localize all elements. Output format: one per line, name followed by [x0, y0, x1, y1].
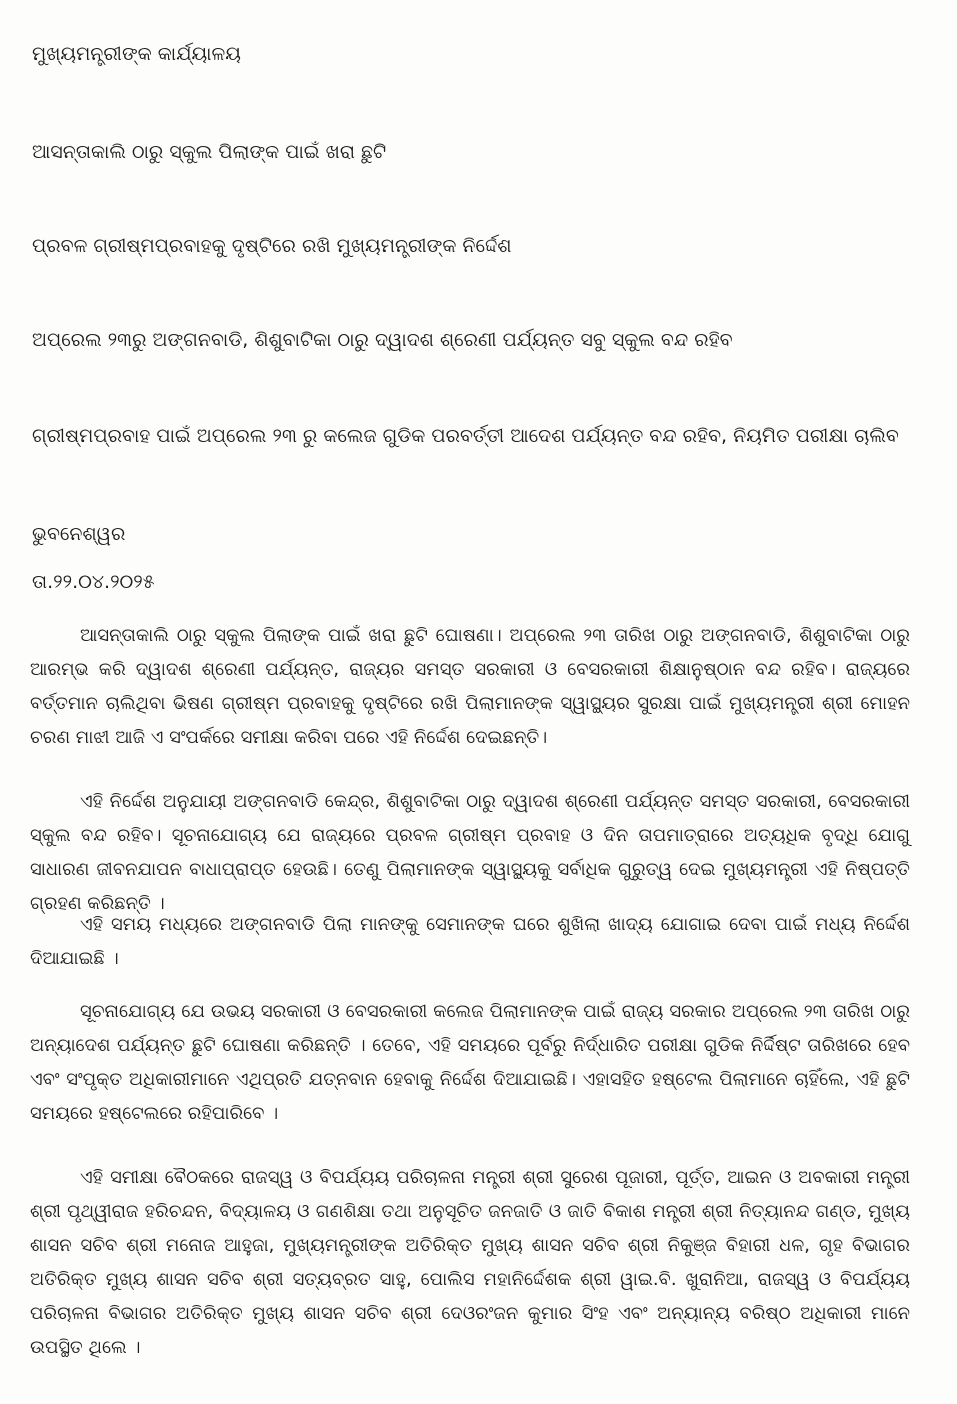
body-paragraph-5 [30, 1161, 910, 1365]
body-paragraph-4 [30, 995, 910, 1131]
subheadline-1: ପ୍ରବଳ ଗ୍ରୀଷ୍ମପ୍ରବାହକୁ ଦୃଷ୍ଟିରେ ରଖି ମୁଖ୍ୟମନ୍ତ୍ରୀଙ୍କ ନିର୍ଦ୍ଦେଶ [32, 235, 512, 257]
paragraph-text: ସୂଚନାଯୋଗ୍ୟ ଯେ ଉଭୟ ସରକାରୀ ଓ ବେସରକାରୀ କଲେଜ ପିଲାମାନଙ୍କ ପାଇଁ ରାଜ୍ୟ ସରକାର ଅପ୍ରେଲ ୨୩ ତାରିଖ ଠାରୁ ଅନ୍ୟାଦେଶ ପର୍ଯ୍ୟନ୍ତ ଛୁଟି ଘୋଷଣା କରିଛନ୍ତି । ତେବେ, ଏହି ସମୟରେ ପୂର୍ବରୁ ନିର୍ଦ୍ଧାରିତ ପରୀକ୍ଷା ଗୁଡିକ ନିର୍ଦ୍ଦିଷ୍ଟ ତାରିଖରେ ହେବ ଏବଂ ସଂପୃକ୍ତ ଅଧିକାରୀମାନେ ଏଥିପ୍ରତି ଯତ୍ନବାନ ହେବାକୁ ନିର୍ଦ୍ଦେଶ ଦିଆଯାଇଛି। ଏହାସହିତ ହଷ୍ଟେଲ ପିଲାମାନେ ଚାହିଁଲେ, ଏହି ଛୁଟି ସମୟରେ ହଷ୍ଟେଲରେ ରହିପାରିବେ । [30, 1001, 910, 1124]
paragraph-text: ଏହି ସମୀକ୍ଷା ବୈଠକରେ ରାଜସ୍ୱ ଓ ବିପର୍ଯ୍ୟୟ ପରିଚାଳନା ମନ୍ତ୍ରୀ ଶ୍ରୀ ସୁରେଶ ପୂଜାରୀ, ପୂର୍ତ୍ତ, ଆଇନ ଓ ଅବକାରୀ ମନ୍ତ୍ରୀ ଶ୍ରୀ ପୃଥ୍ୱୀରାଜ ହରିଚନ୍ଦନ, ବିଦ୍ୟାଳୟ ଓ ଗଣଶିକ୍ଷା ତଥା ଅନୁସୂଚିତ ଜନଜାତି ଓ ଜାତି ବିକାଶ ମନ୍ତ୍ରୀ ଶ୍ରୀ ନିତ୍ୟାନନ୍ଦ ଗଣ୍ଡ, ମୁଖ୍ୟ ଶାସନ ସଚିବ ଶ୍ରୀ ମନୋଜ ଆହୁଜା, ମୁଖ୍ୟମନ୍ତ୍ରୀଙ୍କ ଅତିରିକ୍ତ ମୁଖ୍ୟ ଶାସନ ସଚିବ ଶ୍ରୀ ନିକୁଞ୍ଜ ବିହାରୀ ଧଳ, ଗୃହ ବିଭାଗର ଅତିରିକ୍ତ ମୁଖ୍ୟ ଶାସନ ସଚିବ ଶ୍ରୀ ସତ୍ୟବ୍ରତ ସାହୁ, ପୋଲିସ ମହାନିର୍ଦ୍ଦେଶକ ଶ୍ରୀ ୱାଇ.ବି. ଖୁରାନିଆ, ରାଜସ୍ୱ ଓ ବିପର୍ଯ୍ୟୟ ପରିଚାଳନା ବିଭାଗର ଅତିରିକ୍ତ ମୁଖ୍ୟ ଶାସନ ସଚିବ ଶ୍ରୀ ଦେଓରଂଜନ କୁମାର ସିଂହ ଏବଂ ଅନ୍ୟାନ୍ୟ ବରିଷ୍ଠ ଅଧିକାରୀ ମାନେ ଉପସ୍ଥିତ ଥିଲେ । [30, 1167, 910, 1358]
body-paragraph-1 [30, 619, 910, 755]
paragraph-text: ଏହି ନିର୍ଦ୍ଦେଶ ଅନୁଯାୟୀ ଅଙ୍ଗନବାଡି କେନ୍ଦ୍ର, ଶିଶୁବାଟିକା ଠାରୁ ଦ୍ୱାଦଶ ଶ୍ରେଣୀ ପର୍ଯ୍ୟନ୍ତ ସମସ୍ତ ସରକାରୀ, ବେସରକାରୀ ସ୍କୁଲ ବନ୍ଦ ରହିବ। ସୂଚନାଯୋଗ୍ୟ ଯେ ରାଜ୍ୟରେ ପ୍ରବଳ ଗ୍ରୀଷ୍ମ ପ୍ରବାହ ଓ ଦିନ ତାପମାତ୍ରାରେ ଅତ୍ୟଧିକ ବୃଦ୍ଧି ଯୋଗୁ ସାଧାରଣ ଜୀବନଯାପନ ବାଧାପ୍ରାପ୍ତ ହେଉଛି। ତେଣୁ ପିଲାମାନଙ୍କ ସ୍ୱାସ୍ଥ୍ୟକୁ ସର୍ବାଧିକ ଗୁରୁତ୍ୱ ଦେଇ ମୁଖ୍ୟମନ୍ତ୍ରୀ ଏହି ନିଷ୍ପତ୍ତି ଗ୍ରହଣ କରିଛନ୍ତି । [30, 791, 910, 914]
body-paragraph-2 [30, 785, 910, 921]
office-heading: ମୁଖ୍ୟମନ୍ତ୍ରୀଙ୍କ କାର୍ଯ୍ୟାଳୟ [32, 43, 241, 65]
paragraph-text: ଏହି ସମୟ ମଧ୍ୟରେ ଅଙ୍ଗନବାଡି ପିଲା ମାନଙ୍କୁ ସେମାନଙ୍କ ଘରେ ଶୁଖିଲା ଖାଦ୍ୟ ଯୋଗାଇ ଦେବା ପାଇଁ ମଧ୍ୟ ନିର୍ଦ୍ଦେଶ ଦିଆଯାଇଛି । [30, 914, 910, 969]
subheadline-3: ଗ୍ରୀଷ୍ମପ୍ରବାହ ପାଇଁ ଅପ୍ରେଲ ୨୩ ରୁ କଲେଜ ଗୁଡିକ ପରବର୍ତ୍ତୀ ଆଦେଶ ପର୍ଯ୍ୟନ୍ତ ବନ୍ଦ ରହିବ, ନିୟମିତ ପରୀକ୍ଷା ଚାଲିବ [32, 425, 899, 447]
dateline-date: ତା.୨୨.୦୪.୨୦୨୫ [32, 571, 155, 593]
paragraph-text: ଆସନ୍ତାକାଲି ଠାରୁ ସ୍କୁଲ ପିଲାଙ୍କ ପାଇଁ ଖରା ଛୁଟି ଘୋଷଣା। ଅପ୍ରେଲ ୨୩ ତାରିଖ ଠାରୁ ଅଙ୍ଗନବାଡି, ଶିଶୁବାଟିକା ଠାରୁ ଆରମ୍ଭ କରି ଦ୍ୱାଦଶ ଶ୍ରେଣୀ ପର୍ଯ୍ୟନ୍ତ, ରାଜ୍ୟର ସମସ୍ତ ସରକାରୀ ଓ ବେସରକାରୀ ଶିକ୍ଷାନୁଷ୍ଠାନ ବନ୍ଦ ରହିବ। ରାଜ୍ୟରେ ବର୍ତ୍ତମାନ ଚାଲିଥିବା ଭିଷଣ ଗ୍ରୀଷ୍ମ ପ୍ରବାହକୁ ଦୃଷ୍ଟିରେ ରଖି ପିଲାମାନଙ୍କ ସ୍ୱାସ୍ଥ୍ୟର ସୁରକ୍ଷା ପାଇଁ ମୁଖ୍ୟମନ୍ତ୍ରୀ ଶ୍ରୀ ମୋହନ ଚରଣ ମାଝୀ ଆଜି ଏ ସଂପର୍କରେ ସମୀକ୍ଷା କରିବା ପରେ ଏହି ନିର୍ଦ୍ଦେଶ ଦେଇଛନ୍ତି। [30, 625, 910, 748]
headline: ଆସନ୍ତାକାଲି ଠାରୁ ସ୍କୁଲ ପିଲାଙ୍କ ପାଇଁ ଖରା ଛୁଟି [32, 141, 387, 163]
subheadline-2: ଅପ୍ରେଲ ୨୩ରୁ ଅଙ୍ଗନବାଡି, ଶିଶୁବାଟିକା ଠାରୁ ଦ୍ୱାଦଶ ଶ୍ରେଣୀ ପର୍ଯ୍ୟନ୍ତ ସବୁ ସ୍କୁଲ ବନ୍ଦ ରହିବ [32, 329, 733, 351]
dateline-place: ଭୁବନେଶ୍ୱର [32, 523, 126, 545]
body-paragraph-3 [30, 908, 910, 976]
